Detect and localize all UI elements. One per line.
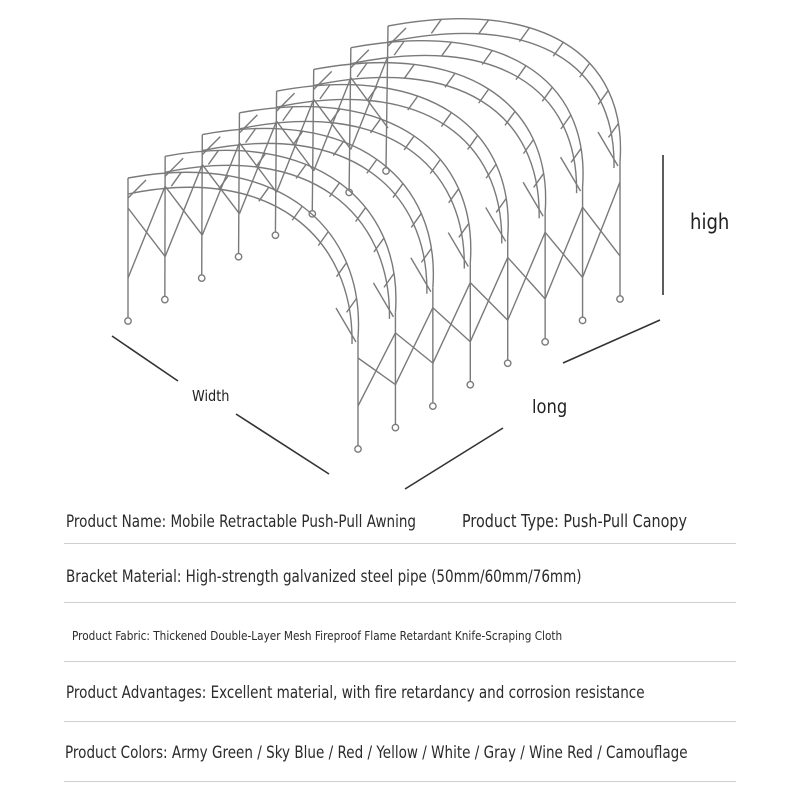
- cross-brace: [583, 182, 620, 277]
- truss-web: [519, 28, 529, 42]
- product-name-text: Product Name: Mobile Retractable Push-Pull Awning: [66, 512, 417, 531]
- cross-brace: [358, 333, 395, 406]
- wheel-foot: [125, 318, 131, 324]
- spec-row-name-type: [64, 500, 736, 544]
- wheel-foot: [235, 254, 241, 260]
- truss-web: [553, 42, 563, 56]
- width-dimension-line: [112, 336, 178, 381]
- truss-web: [357, 63, 367, 77]
- knee-brace: [128, 180, 146, 198]
- truss-web: [292, 206, 302, 220]
- truss-web: [482, 51, 492, 65]
- left-leg: [202, 135, 203, 276]
- product-fabric-text: Product Fabric: Thickened Double-Layer Mesh Fireproof Flame Retardant Knife-Scraping Cloth: [72, 628, 563, 643]
- truss-web: [516, 66, 526, 80]
- cross-brace: [165, 165, 202, 257]
- arch-outer: [202, 128, 433, 287]
- truss-web: [320, 85, 330, 99]
- truss-web: [449, 189, 459, 203]
- knee-brace: [523, 182, 543, 216]
- left-leg: [312, 69, 313, 210]
- wheel-foot: [355, 446, 361, 452]
- truss-web: [431, 19, 441, 33]
- truss-web: [542, 87, 552, 101]
- cross-brace: [470, 257, 507, 341]
- truss-web: [430, 159, 440, 173]
- truss-web: [393, 184, 403, 198]
- cross-brace: [433, 308, 470, 342]
- cross-brace: [433, 283, 470, 364]
- spec-row-advantages: [64, 661, 736, 722]
- knee-brace: [448, 233, 468, 267]
- width-label: Width: [192, 387, 230, 405]
- cross-brace: [470, 283, 507, 321]
- truss-web: [296, 165, 306, 179]
- knee-brace: [486, 207, 506, 241]
- long-dimension-line-2: [563, 320, 660, 363]
- cross-brace: [545, 232, 582, 277]
- width-dimension-line-2: [236, 414, 329, 474]
- cross-brace: [508, 232, 545, 320]
- height-label: high: [690, 210, 730, 234]
- truss-web: [318, 232, 328, 246]
- product-advantages-text: Product Advantages: Excellent material, with fire retardancy and corrosion resistance: [66, 683, 645, 702]
- wheel-foot: [199, 275, 205, 281]
- arch-outer: [128, 172, 359, 338]
- wheel-foot: [162, 296, 168, 302]
- wheel-foot: [272, 232, 278, 238]
- truss-web: [330, 183, 340, 197]
- truss-web: [208, 150, 218, 164]
- truss-web: [333, 142, 343, 156]
- truss-web: [445, 73, 455, 87]
- knee-brace: [373, 283, 393, 317]
- bracket-material-text: Bracket Material: High-strength galvanized steel pipe (50mm/60mm/76mm): [66, 567, 582, 586]
- cross-brace: [239, 121, 276, 214]
- left-leg: [275, 91, 276, 232]
- truss-web: [283, 107, 293, 121]
- arch-outer: [239, 107, 470, 263]
- truss-web: [246, 129, 256, 143]
- cross-brace: [395, 308, 432, 385]
- truss-web: [523, 140, 533, 154]
- length-label: long: [532, 396, 568, 418]
- truss-web: [404, 64, 414, 78]
- wheel-foot: [467, 382, 473, 388]
- long-dimension-line: [405, 428, 503, 489]
- truss-web: [479, 20, 489, 34]
- truss-web: [441, 42, 451, 56]
- truss-web: [337, 263, 347, 277]
- left-leg: [349, 48, 351, 190]
- truss-web: [408, 96, 418, 110]
- knee-brace: [598, 132, 618, 166]
- truss-web: [441, 113, 451, 127]
- truss-web: [171, 172, 181, 186]
- left-leg: [239, 113, 240, 254]
- wheel-foot: [383, 168, 389, 174]
- cross-brace: [395, 333, 432, 363]
- truss-web: [486, 164, 496, 178]
- spec-row-bracket: [64, 543, 736, 603]
- product-colors-text: Product Colors: Army Green / Sky Blue / Red / Yellow / White / Gray / Wine Red / Camouflage: [65, 743, 688, 762]
- product-type-text: Product Type: Push-Pull Canopy: [462, 512, 687, 532]
- truss-web: [356, 208, 366, 222]
- cross-brace: [358, 358, 395, 385]
- wheel-foot: [430, 403, 436, 409]
- cross-brace: [545, 207, 582, 299]
- truss-web: [259, 187, 269, 201]
- truss-web: [411, 213, 421, 227]
- cross-brace: [202, 143, 239, 235]
- wheel-foot: [505, 360, 511, 366]
- knee-brace: [336, 308, 356, 342]
- truss-web: [479, 89, 489, 103]
- cross-brace: [128, 186, 165, 278]
- truss-web: [374, 238, 384, 252]
- truss-web: [371, 119, 381, 133]
- left-leg: [386, 26, 388, 168]
- cross-brace: [508, 257, 545, 298]
- knee-brace: [411, 258, 431, 292]
- spec-row-colors: [64, 721, 736, 782]
- wheel-foot: [392, 424, 398, 430]
- truss-web: [598, 90, 608, 104]
- knee-brace: [561, 157, 581, 191]
- truss-web: [468, 135, 478, 149]
- truss-web: [404, 136, 414, 150]
- cross-brace: [277, 99, 314, 192]
- truss-web: [367, 159, 377, 173]
- spec-row-fabric: [64, 602, 736, 662]
- truss-web: [561, 115, 571, 129]
- wheel-foot: [579, 317, 585, 323]
- wheel-foot: [542, 339, 548, 345]
- truss-web: [580, 63, 590, 77]
- wheel-foot: [617, 296, 623, 302]
- truss-web: [505, 111, 515, 125]
- truss-web: [394, 41, 404, 55]
